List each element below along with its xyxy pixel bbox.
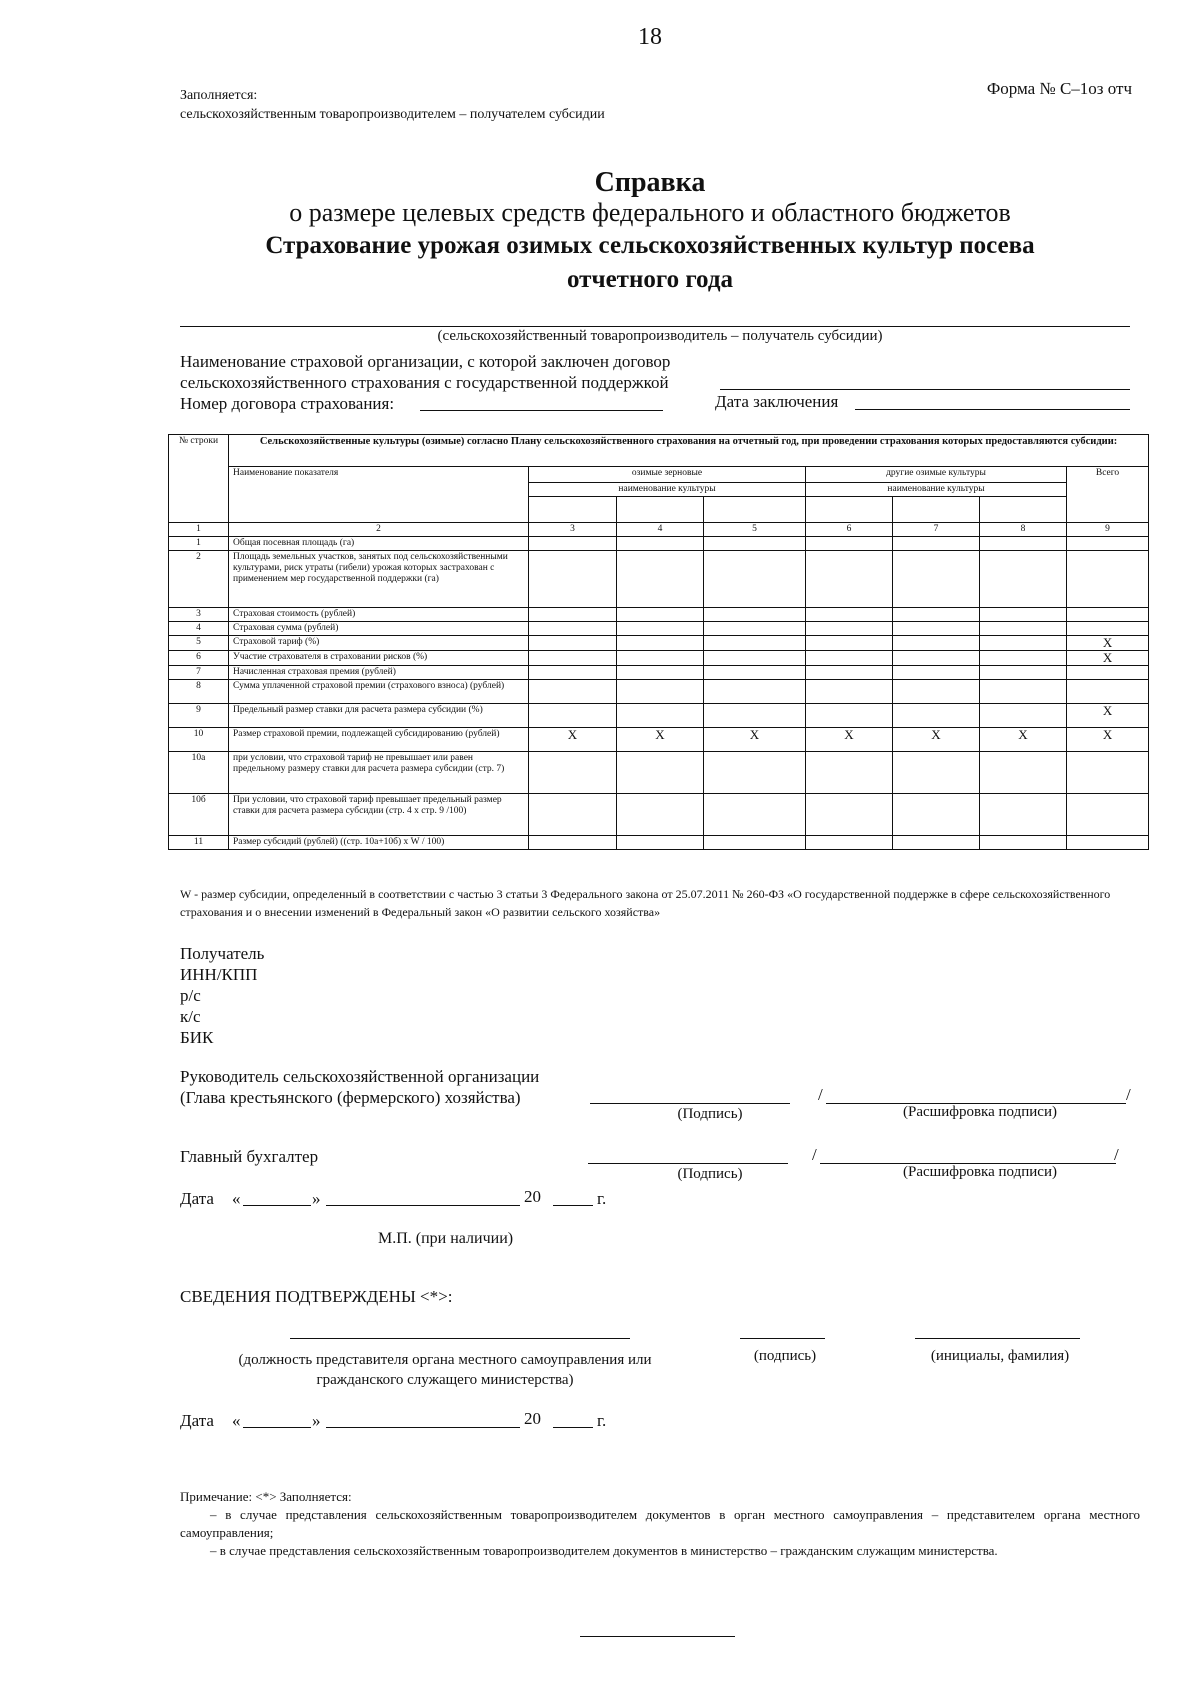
crop-name-header: наименование культуры bbox=[806, 483, 1067, 497]
year-prefix: 20 bbox=[524, 1187, 541, 1206]
value-cell[interactable] bbox=[893, 622, 980, 636]
footnote-title: Примечание: <*> Заполняется: bbox=[180, 1489, 352, 1504]
value-cell[interactable] bbox=[980, 794, 1067, 836]
table-row bbox=[169, 622, 1149, 636]
head-title-line2: (Глава крестьянского (фермерского) хозяйства) bbox=[180, 1088, 521, 1107]
table-row bbox=[169, 608, 1149, 622]
fill-note-line1: Заполняется: bbox=[180, 88, 258, 103]
slash: / bbox=[818, 1085, 823, 1104]
value-cell[interactable] bbox=[529, 608, 617, 622]
date-day-field[interactable] bbox=[243, 1205, 311, 1206]
row-number: 3 bbox=[169, 608, 229, 622]
column-number: 5 bbox=[704, 523, 806, 537]
value-cell[interactable] bbox=[617, 636, 704, 651]
indicator-name: Площадь земельных участков, занятых под сельскохозяйственными культурами, риск утраты (гибели) урожая которых застрахован с применением мер государственной поддержки (га) bbox=[229, 551, 529, 608]
value-cell[interactable] bbox=[617, 794, 704, 836]
value-cell[interactable] bbox=[529, 680, 617, 704]
table-row bbox=[169, 728, 1149, 752]
footnote-item1: – в случае представления сельскохозяйственным товаропроизводителем документов в орган местного самоуправления – представителем органа местного самоуправления; bbox=[180, 1507, 1140, 1540]
value-cell[interactable] bbox=[704, 537, 806, 551]
table-row bbox=[169, 680, 1149, 704]
crop-name-cell[interactable] bbox=[529, 497, 617, 523]
x-mark: X bbox=[893, 728, 980, 752]
total-header: Всего bbox=[1067, 467, 1149, 523]
value-cell[interactable] bbox=[980, 836, 1067, 850]
value-cell[interactable] bbox=[1067, 794, 1149, 836]
confirmation-initials-field[interactable] bbox=[915, 1338, 1080, 1339]
value-cell[interactable] bbox=[529, 651, 617, 666]
value-cell[interactable] bbox=[980, 537, 1067, 551]
recipient-label: Получатель bbox=[180, 944, 265, 963]
quote-close: » bbox=[312, 1411, 321, 1430]
contract-date-field[interactable] bbox=[855, 409, 1130, 410]
value-cell[interactable] bbox=[704, 794, 806, 836]
column-number: 1 bbox=[169, 523, 229, 537]
indicator-name: Страховая стоимость (рублей) bbox=[229, 608, 529, 622]
value-cell[interactable] bbox=[980, 636, 1067, 651]
value-cell[interactable] bbox=[893, 651, 980, 666]
contract-number-field[interactable] bbox=[420, 410, 663, 411]
head-title-line1: Руководитель сельскохозяйственной организации bbox=[180, 1067, 540, 1086]
indicator-header: Наименование показателя bbox=[229, 467, 529, 523]
value-cell[interactable] bbox=[806, 636, 893, 651]
head-title bbox=[180, 1066, 539, 1108]
row-number: 2 bbox=[169, 551, 229, 608]
recipient-block bbox=[180, 943, 264, 1048]
winter-grain-header: озимые зерновые bbox=[529, 467, 806, 483]
value-cell[interactable] bbox=[529, 636, 617, 651]
value-cell[interactable] bbox=[980, 704, 1067, 728]
value-cell[interactable] bbox=[893, 704, 980, 728]
table-row bbox=[169, 551, 1149, 608]
value-cell[interactable] bbox=[893, 608, 980, 622]
document-title: Справка bbox=[594, 167, 706, 198]
quote-open: « bbox=[232, 1189, 241, 1208]
crop-name-cell[interactable] bbox=[704, 497, 806, 523]
footnote bbox=[180, 1488, 1140, 1560]
document-heading-cont: отчетного года bbox=[567, 266, 733, 293]
producer-field-line[interactable] bbox=[180, 326, 1130, 327]
value-cell[interactable] bbox=[806, 704, 893, 728]
signature-caption: (Подпись) bbox=[677, 1106, 743, 1122]
bik-label: БИК bbox=[180, 1028, 214, 1047]
table-row bbox=[169, 704, 1149, 728]
column-number: 6 bbox=[806, 523, 893, 537]
value-cell[interactable] bbox=[617, 836, 704, 850]
position-field[interactable] bbox=[290, 1338, 630, 1339]
indicator-name: Страховая сумма (рублей) bbox=[229, 622, 529, 636]
column-number: 8 bbox=[980, 523, 1067, 537]
value-cell[interactable] bbox=[704, 836, 806, 850]
position-caption-line2: гражданского служащего министерства) bbox=[316, 1372, 574, 1388]
row-number: 5 bbox=[169, 636, 229, 651]
slash: / bbox=[1126, 1085, 1131, 1104]
value-cell[interactable] bbox=[704, 666, 806, 680]
table-row bbox=[169, 794, 1149, 836]
value-cell[interactable] bbox=[806, 622, 893, 636]
value-cell[interactable] bbox=[704, 752, 806, 794]
value-cell[interactable] bbox=[1067, 836, 1149, 850]
x-mark: X bbox=[529, 728, 617, 752]
value-cell[interactable] bbox=[1067, 666, 1149, 680]
confirmation-heading: СВЕДЕНИЯ ПОДТВЕРЖДЕНЫ <*>: bbox=[180, 1287, 453, 1306]
confirmation-signature-caption: (подпись) bbox=[753, 1348, 817, 1364]
value-cell[interactable] bbox=[1067, 680, 1149, 704]
date-day-field[interactable] bbox=[243, 1427, 311, 1428]
confirmation-signature-field[interactable] bbox=[740, 1338, 825, 1339]
value-cell[interactable] bbox=[529, 537, 617, 551]
subsidy-table bbox=[168, 434, 1149, 850]
quote-close: » bbox=[312, 1189, 321, 1208]
x-mark: X bbox=[1067, 728, 1149, 752]
indicator-name: Участие страхователя в страховании рисков (%) bbox=[229, 651, 529, 666]
row-number: 6 bbox=[169, 651, 229, 666]
crop-name-cell[interactable] bbox=[893, 497, 980, 523]
x-mark: X bbox=[1067, 651, 1149, 666]
value-cell[interactable] bbox=[529, 704, 617, 728]
value-cell[interactable] bbox=[704, 704, 806, 728]
value-cell[interactable] bbox=[806, 651, 893, 666]
crop-name-cell[interactable] bbox=[617, 497, 704, 523]
value-cell[interactable] bbox=[617, 651, 704, 666]
indicator-name: при условии, что страховой тариф не превышает или равен предельному размеру ставки для расчета размера субсидии (стр. 7) bbox=[229, 752, 529, 794]
value-cell[interactable] bbox=[617, 622, 704, 636]
date-year-field[interactable] bbox=[553, 1427, 593, 1428]
crop-name-cell[interactable] bbox=[980, 497, 1067, 523]
value-cell[interactable] bbox=[893, 666, 980, 680]
value-cell[interactable] bbox=[529, 752, 617, 794]
contract-date-label: Дата заключения bbox=[715, 392, 839, 411]
date-label: Дата bbox=[180, 1411, 214, 1430]
value-cell[interactable] bbox=[980, 752, 1067, 794]
table-row bbox=[169, 636, 1149, 651]
position-caption-line1: (должность представителя органа местного самоуправления или bbox=[238, 1352, 652, 1368]
row-number: 7 bbox=[169, 666, 229, 680]
indicator-name: Общая посевная площадь (га) bbox=[229, 537, 529, 551]
value-cell[interactable] bbox=[1067, 551, 1149, 608]
value-cell[interactable] bbox=[893, 636, 980, 651]
row-number: 11 bbox=[169, 836, 229, 850]
page-number: 18 bbox=[638, 24, 662, 50]
value-cell[interactable] bbox=[893, 794, 980, 836]
position-caption bbox=[200, 1350, 690, 1390]
contract-number-label: Номер договора страхования: bbox=[180, 394, 395, 413]
indicator-name: Размер страховой премии, подлежащей субсидированию (рублей) bbox=[229, 728, 529, 752]
row-number: 9 bbox=[169, 704, 229, 728]
stamp-label: М.П. (при наличии) bbox=[378, 1230, 514, 1247]
value-cell[interactable] bbox=[806, 537, 893, 551]
indicator-name: Предельный размер ставки для расчета размера субсидии (%) bbox=[229, 704, 529, 728]
form-number: Форма № С–1оз отч bbox=[986, 79, 1132, 98]
x-mark: X bbox=[1067, 704, 1149, 728]
value-cell[interactable] bbox=[806, 551, 893, 608]
slash: / bbox=[1114, 1145, 1119, 1164]
indicator-name: Страховой тариф (%) bbox=[229, 636, 529, 651]
value-cell[interactable] bbox=[806, 836, 893, 850]
value-cell[interactable] bbox=[1067, 537, 1149, 551]
table-row bbox=[169, 651, 1149, 666]
document-heading: Страхование урожая озимых сельскохозяйственных культур посева bbox=[265, 232, 1035, 259]
value-cell[interactable] bbox=[980, 622, 1067, 636]
x-mark: X bbox=[806, 728, 893, 752]
value-cell[interactable] bbox=[529, 794, 617, 836]
rs-label: р/с bbox=[180, 986, 201, 1005]
row-number: 8 bbox=[169, 680, 229, 704]
slash: / bbox=[812, 1145, 817, 1164]
value-cell[interactable] bbox=[980, 651, 1067, 666]
value-cell[interactable] bbox=[893, 680, 980, 704]
value-cell[interactable] bbox=[980, 608, 1067, 622]
value-cell[interactable] bbox=[806, 794, 893, 836]
w-note: W - размер субсидии, определенный в соответствии с частью 3 статьи 3 Федерального закона от 25.07.2011 № 260-ФЗ «О государственной поддержке в сфере сельскохозяйственного страхования и о внесении изменений в Федеральный закон «О развитии сельского хозяйства» bbox=[180, 887, 1111, 919]
table-row bbox=[169, 836, 1149, 850]
indicator-name: Сумма уплаченной страховой премии (страхового взноса) (рублей) bbox=[229, 680, 529, 704]
value-cell[interactable] bbox=[893, 836, 980, 850]
value-cell[interactable] bbox=[704, 636, 806, 651]
value-cell[interactable] bbox=[893, 551, 980, 608]
table-row bbox=[169, 537, 1149, 551]
value-cell[interactable] bbox=[806, 608, 893, 622]
value-cell[interactable] bbox=[893, 537, 980, 551]
row-number: 1 bbox=[169, 537, 229, 551]
bottom-rule bbox=[580, 1636, 735, 1637]
year-suffix: г. bbox=[597, 1411, 607, 1430]
value-cell[interactable] bbox=[529, 622, 617, 636]
value-cell[interactable] bbox=[893, 752, 980, 794]
value-cell[interactable] bbox=[617, 704, 704, 728]
x-mark: X bbox=[980, 728, 1067, 752]
indicator-name: Начисленная страховая премия (рублей) bbox=[229, 666, 529, 680]
value-cell[interactable] bbox=[529, 666, 617, 680]
x-mark: X bbox=[704, 728, 806, 752]
table-row bbox=[169, 666, 1149, 680]
fill-note bbox=[180, 86, 605, 124]
insurer-label-line1: Наименование страховой организации, с которой заключен договор bbox=[180, 352, 671, 371]
year-prefix: 20 bbox=[524, 1409, 541, 1428]
value-cell[interactable] bbox=[1067, 752, 1149, 794]
value-cell[interactable] bbox=[1067, 608, 1149, 622]
value-cell[interactable] bbox=[529, 551, 617, 608]
row-number: 10б bbox=[169, 794, 229, 836]
quote-open: « bbox=[232, 1411, 241, 1430]
column-number-row bbox=[169, 523, 1149, 537]
accountant-label: Главный бухгалтер bbox=[180, 1147, 319, 1166]
value-cell[interactable] bbox=[617, 551, 704, 608]
crop-name-cell[interactable] bbox=[806, 497, 893, 523]
value-cell[interactable] bbox=[704, 651, 806, 666]
value-cell[interactable] bbox=[704, 680, 806, 704]
insurer-label-line2: сельскохозяйственного страхования с государственной поддержкой bbox=[180, 373, 669, 392]
date-month-field[interactable] bbox=[326, 1205, 520, 1206]
row-number: 4 bbox=[169, 622, 229, 636]
decoding-caption: (Расшифровка подписи) bbox=[903, 1104, 1057, 1120]
value-cell[interactable] bbox=[980, 551, 1067, 608]
row-number: 10а bbox=[169, 752, 229, 794]
value-cell[interactable] bbox=[617, 752, 704, 794]
x-mark: X bbox=[617, 728, 704, 752]
column-number: 3 bbox=[529, 523, 617, 537]
document-subtitle: о размере целевых средств федерального и областного бюджетов bbox=[289, 198, 1011, 227]
value-cell[interactable] bbox=[704, 622, 806, 636]
column-number: 4 bbox=[617, 523, 704, 537]
x-mark: X bbox=[1067, 636, 1149, 651]
column-number: 2 bbox=[229, 523, 529, 537]
value-cell[interactable] bbox=[704, 551, 806, 608]
value-cell[interactable] bbox=[806, 752, 893, 794]
value-cell[interactable] bbox=[1067, 622, 1149, 636]
producer-caption: (сельскохозяйственный товаропроизводитель – получатель субсидии) bbox=[437, 328, 883, 344]
signature-caption: (Подпись) bbox=[677, 1166, 743, 1182]
date-label: Дата bbox=[180, 1189, 214, 1208]
ks-label: к/с bbox=[180, 1007, 201, 1026]
date-month-field[interactable] bbox=[326, 1427, 520, 1428]
year-suffix: г. bbox=[597, 1189, 607, 1208]
column-number: 7 bbox=[893, 523, 980, 537]
value-cell[interactable] bbox=[980, 666, 1067, 680]
head-signature-field[interactable] bbox=[590, 1103, 790, 1104]
crops-main-header: Сельскохозяйственные культуры (озимые) согласно Плану сельскохозяйственного страхования на отчетный год, при проведении страхования которых предоставляются субсидии: bbox=[229, 435, 1149, 467]
crop-name-header: наименование культуры bbox=[529, 483, 806, 497]
value-cell[interactable] bbox=[617, 680, 704, 704]
insurer-field-line[interactable] bbox=[720, 389, 1130, 390]
indicator-name: Размер субсидий (рублей) ((стр. 10а+10б) х W / 100) bbox=[229, 836, 529, 850]
row-number: 10 bbox=[169, 728, 229, 752]
value-cell[interactable] bbox=[980, 680, 1067, 704]
indicator-name: При условии, что страховой тариф превышает предельный размер ставки для расчета размера субсидии (стр. 4 х стр. 9 /100) bbox=[229, 794, 529, 836]
value-cell[interactable] bbox=[704, 608, 806, 622]
date-year-field[interactable] bbox=[553, 1205, 593, 1206]
value-cell[interactable] bbox=[806, 666, 893, 680]
inn-kpp-label: ИНН/КПП bbox=[180, 965, 258, 984]
confirmation-initials-caption: (инициалы, фамилия) bbox=[930, 1348, 1070, 1364]
value-cell[interactable] bbox=[806, 680, 893, 704]
other-winter-header: другие озимые культуры bbox=[806, 467, 1067, 483]
decoding-caption: (Расшифровка подписи) bbox=[903, 1164, 1057, 1180]
row-number-header: № строки bbox=[169, 435, 229, 523]
value-cell[interactable] bbox=[617, 666, 704, 680]
value-cell[interactable] bbox=[529, 836, 617, 850]
column-number: 9 bbox=[1067, 523, 1149, 537]
accountant-signature-field[interactable] bbox=[588, 1163, 788, 1164]
value-cell[interactable] bbox=[617, 537, 704, 551]
value-cell[interactable] bbox=[617, 608, 704, 622]
fill-note-line2: сельскохозяйственным товаропроизводителем – получателем субсидии bbox=[180, 107, 605, 122]
table-row bbox=[169, 752, 1149, 794]
footnote-item2: – в случае представления сельскохозяйственным товаропроизводителем документов в министерство – гражданским служащим министерства. bbox=[210, 1543, 998, 1558]
